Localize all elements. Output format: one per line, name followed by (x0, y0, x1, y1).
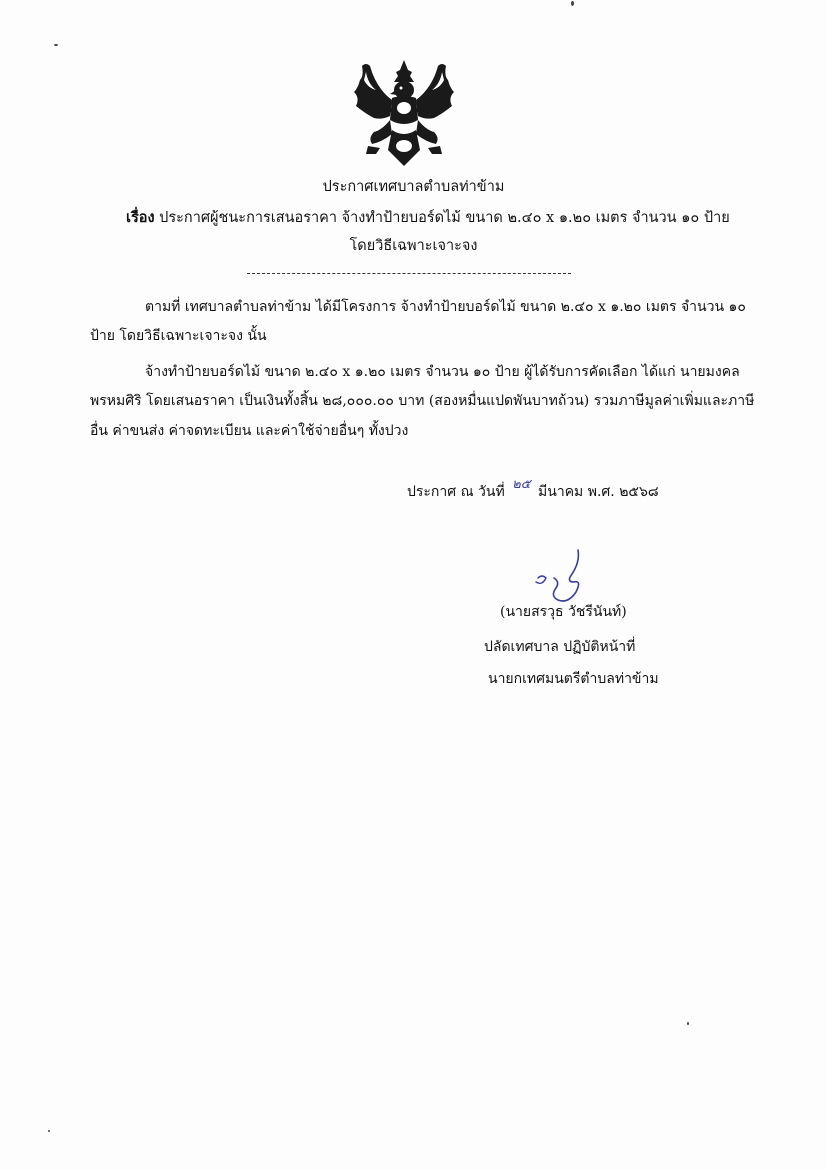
announcement-date (407, 477, 659, 503)
paragraph-1-line-2: ป้าย โดยวิธีเฉพาะเจาะจง นั้น (90, 328, 267, 344)
paragraph-1-line-1: ตามที่ เทศบาลตำบลท่าข้าม ได้มีโครงการ จ้างทำป้ายบอร์ดไม้ ขนาด ๒.๔๐ x ๑.๒๐ เมตร จำนวน ๑๐ (145, 299, 746, 315)
date-day-handwritten: ๒๕ (512, 477, 531, 492)
handwritten-signature (528, 548, 603, 608)
subject-line (126, 208, 730, 228)
date-month-year: มีนาคม พ.ศ. ๒๕๖๘ (538, 484, 659, 500)
paragraph-2-line-3: อื่น ค่าขนส่ง ค่าจดทะเบียน และค่าใช้จ่ายอื่นๆ ทั้งปวง (90, 423, 409, 439)
signatory-title: นายกเทศมนตรีตำบลท่าข้าม (488, 671, 659, 687)
scan-speck (48, 1130, 50, 1132)
paragraph-2-line-2: พรหมศิริ โดยเสนอราคา เป็นเงินทั้งสิ้น ๒๘,๐๐๐.๐๐ บาท (สองหมื่นแปดพันบาทถ้วน) รวมภาษีมูลค่าเพิ่มและภาษี (90, 393, 755, 409)
scan-speck (687, 1022, 689, 1025)
divider-line (247, 273, 571, 274)
paragraph-2-line-1: จ้างทำป้ายบอร์ดไม้ ขนาด ๒.๔๐ x ๑.๒๐ เมตร จำนวน ๑๐ ป้าย ผู้ได้รับการคัดเลือก ได้แก่ นายมงคล (145, 364, 740, 380)
procurement-method: โดยวิธีเฉพาะเจาะจง (349, 238, 478, 254)
scan-speck (571, 1, 574, 6)
signatory-name: (นายสรวุธ วัชรีนันท์) (500, 604, 627, 620)
date-prefix: ประกาศ ณ วันที่ (407, 484, 505, 500)
scan-speck (54, 44, 58, 46)
signatory-position: ปลัดเทศบาล ปฏิบัติหน้าที่ (484, 639, 636, 655)
garuda-emblem-icon (346, 58, 462, 170)
organization-title: ประกาศเทศบาลตำบลท่าข้าม (322, 179, 505, 195)
subject-text: ประกาศผู้ชนะการเสนอราคา จ้างทำป้ายบอร์ดไม้ ขนาด ๒.๔๐ x ๑.๒๐ เมตร จำนวน ๑๐ ป้าย (159, 210, 730, 226)
subject-prefix: เรื่อง (126, 209, 155, 226)
